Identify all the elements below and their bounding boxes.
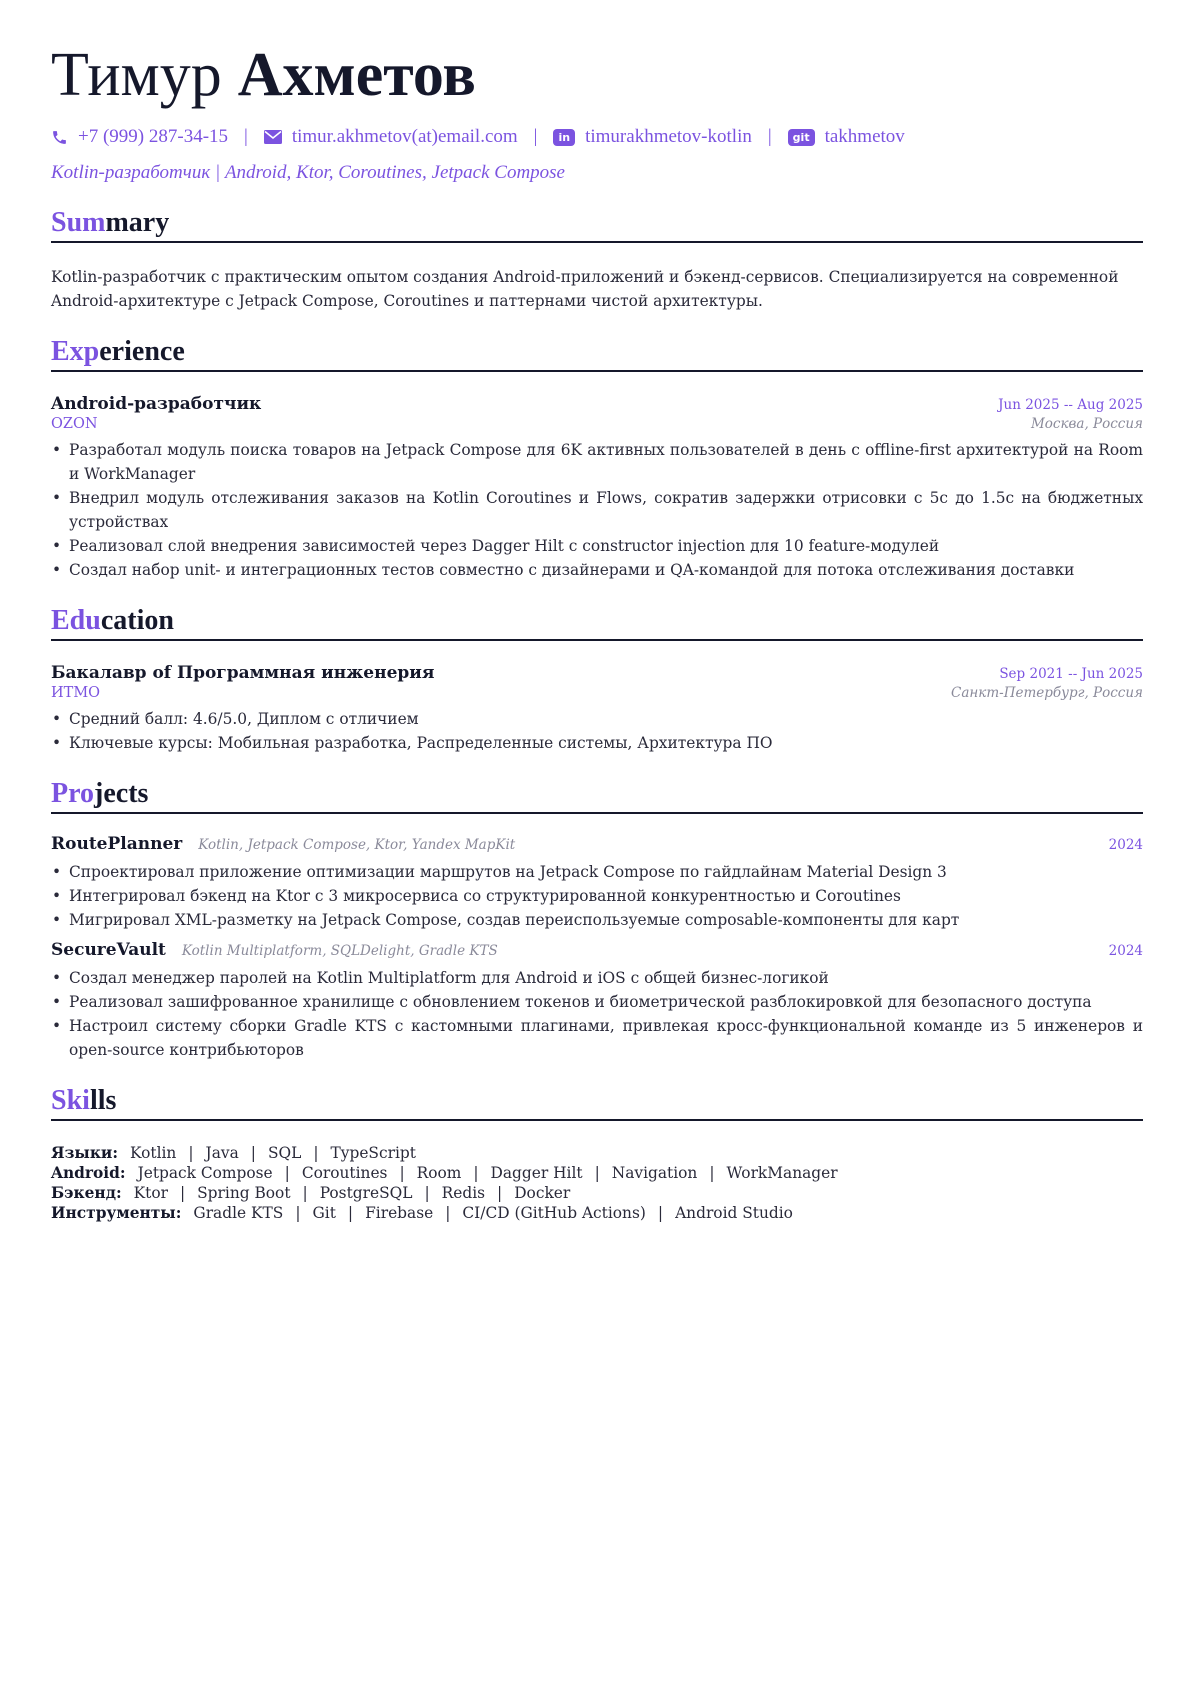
envelope-icon — [264, 130, 282, 144]
skill-item: Navigation — [611, 1164, 698, 1182]
linkedin-contact[interactable] — [553, 126, 751, 148]
skill-item: Git — [312, 1204, 336, 1222]
job-location: Москва, Россия — [1030, 416, 1143, 432]
experience-entry — [51, 394, 1143, 582]
linkedin-handle: timurakhmetov-kotlin — [585, 126, 752, 147]
list-item: • Мигрировал XML-разметку на Jetpack Compose, создав переиспользуемые composable-компоненты для карт — [51, 908, 1143, 932]
last-name: Ахметов — [237, 41, 476, 109]
skill-item: Gradle KTS — [193, 1204, 284, 1222]
skill-row — [51, 1183, 1143, 1203]
skill-item: Dagger Hilt — [490, 1164, 583, 1182]
project-tech: Kotlin Multiplatform, SQLDelight, Gradle KTS — [181, 943, 498, 959]
skill-separator: | — [445, 1204, 451, 1222]
contact-separator: | — [767, 126, 772, 147]
projects-section — [51, 777, 1143, 1062]
skill-separator: | — [313, 1144, 319, 1162]
degree-title: Бакалавр of Программная инженерия — [51, 663, 435, 683]
skill-category-label: Инструменты: — [51, 1204, 182, 1222]
skill-item: Room — [416, 1164, 462, 1182]
skill-item: Ktor — [133, 1184, 168, 1202]
list-item: • Интегрировал бэкенд на Ktor с 3 микросервиса со структурированной конкурентностью и Coroutines — [51, 884, 1143, 908]
skill-separator: | — [295, 1204, 301, 1222]
list-item: • Средний балл: 4.6/5.0, Диплом с отличием — [51, 707, 1143, 731]
phone-contact[interactable] — [51, 126, 228, 148]
bullet-list — [51, 707, 1143, 755]
skill-separator: | — [347, 1204, 354, 1222]
skill-separator: | — [302, 1184, 308, 1202]
bullet-list — [51, 860, 1143, 932]
section-title: Summary — [51, 206, 1143, 243]
list-item: • Создал менеджер паролей на Kotlin Multiplatform для Android и iOS с общей бизнес-логикой — [51, 966, 1143, 990]
skill-separator: | — [399, 1164, 405, 1182]
contact-separator: | — [244, 126, 248, 147]
job-title: Android-разработчик — [51, 394, 262, 414]
skill-separator: | — [497, 1184, 503, 1202]
section-title: Projects — [51, 777, 1143, 814]
phone-number: +7 (999) 287-34-15 — [78, 126, 229, 147]
contact-line — [51, 124, 1143, 150]
resume-content — [51, 40, 1143, 1223]
skill-item: SQL — [267, 1144, 302, 1162]
skill-row — [51, 1143, 1143, 1163]
skill-item: TypeScript — [330, 1144, 416, 1162]
list-item: • Ключевые курсы: Мобильная разработка, Распределенные системы, Архитектура ПО — [51, 731, 1143, 755]
list-item: • Спроектировал приложение оптимизации маршрутов на Jetpack Compose по гайдлайнам Material Design 3 — [51, 860, 1143, 884]
skill-row — [51, 1203, 1143, 1223]
skill-item: WorkManager — [726, 1164, 838, 1182]
education-entry — [51, 663, 1143, 755]
github-handle: takhmetov — [824, 126, 905, 147]
skill-category-label: Бэкенд: — [51, 1184, 122, 1202]
list-item: • Реализовал слой внедрения зависимостей через Dagger Hilt с constructor injection для 10 feature-модулей — [51, 534, 1143, 558]
skill-item: Java — [205, 1144, 239, 1162]
list-item: • Разработал модуль поиска товаров на Jetpack Compose для 6K активных пользователей в день с offline-first архитектурой на Room и WorkManager — [51, 438, 1143, 486]
company-name: OZON — [51, 416, 98, 432]
candidate-name — [51, 40, 1143, 110]
summary-section — [51, 206, 1143, 313]
skill-item: Android Studio — [675, 1204, 793, 1222]
skill-item: Kotlin — [130, 1144, 177, 1162]
phone-icon — [51, 129, 68, 146]
skill-separator: | — [179, 1184, 186, 1202]
skill-item: PostgreSQL — [319, 1184, 413, 1202]
skill-item: Coroutines — [301, 1164, 388, 1182]
project-year: 2024 — [1108, 837, 1143, 853]
section-title: Skills — [51, 1084, 1143, 1121]
section-title: Education — [51, 604, 1143, 641]
skill-item: Docker — [514, 1184, 571, 1202]
education-dates: Sep 2021 -- Jun 2025 — [999, 666, 1143, 682]
skill-separator: | — [250, 1144, 256, 1162]
linkedin-icon: in — [553, 129, 575, 146]
project-tech: Kotlin, Jetpack Compose, Ktor, Yandex MapKit — [198, 837, 516, 853]
list-item: • Реализовал зашифрованное хранилище с обновлением токенов и биометрической разблокировкой для безопасного доступа — [51, 990, 1143, 1014]
skill-separator: | — [594, 1164, 600, 1182]
skill-category-label: Языки: — [51, 1144, 119, 1162]
school-name: ИТМО — [51, 685, 101, 701]
project-name: SecureVault — [51, 940, 166, 960]
git-icon: git — [788, 129, 815, 146]
skill-item: Redis — [441, 1184, 486, 1202]
school-location: Санкт-Петербург, Россия — [951, 685, 1143, 701]
experience-section — [51, 335, 1143, 582]
skill-category-label: Android: — [51, 1164, 126, 1182]
list-item: • Внедрил модуль отслеживания заказов на Kotlin Coroutines и Flows, сократив задержки отрисовки с 5с до 1.5с на бюджетных устройствах — [51, 486, 1143, 534]
list-item: • Настроил систему сборки Gradle KTS с кастомными плагинами, привлекая кросс-функциональной команде из 5 инженеров и open-source контрибьюторов — [51, 1014, 1143, 1062]
education-section — [51, 604, 1143, 755]
bullet-list — [51, 438, 1143, 582]
bullet-list — [51, 966, 1143, 1062]
skill-item: Firebase — [365, 1204, 434, 1222]
skill-separator: | — [473, 1164, 479, 1182]
skill-separator: | — [284, 1164, 290, 1182]
github-contact[interactable] — [788, 126, 905, 148]
first-name: Тимур — [51, 41, 222, 109]
headline-tagline: Kotlin-разработчик | Android, Ktor, Coroutines, Jetpack Compose — [51, 162, 565, 183]
email-contact[interactable] — [264, 126, 518, 148]
skill-separator: | — [657, 1204, 664, 1222]
skill-separator: | — [424, 1184, 430, 1202]
skill-item: Jetpack Compose — [137, 1164, 273, 1182]
skills-section — [51, 1084, 1143, 1223]
skill-item: Spring Boot — [197, 1184, 291, 1202]
email-address: timur.akhmetov(at)email.com — [291, 126, 518, 147]
summary-text: Kotlin-разработчик с практическим опытом создания Android-приложений и бэкенд-сервисов. Специализируется на современной Android-архитектуре с Jetpack Compose, Coroutines и паттернами чистой архитектуры. — [51, 268, 1119, 310]
list-item: • Создал набор unit- и интеграционных тестов совместно с дизайнерами и QA-командой для потока отслеживания доставки — [51, 558, 1143, 582]
skills-list — [51, 1143, 1143, 1223]
project-entry — [51, 834, 1143, 932]
project-entry — [51, 940, 1143, 1062]
project-year: 2024 — [1108, 943, 1143, 959]
project-name: RoutePlanner — [51, 834, 183, 854]
skill-item: CI/CD (GitHub Actions) — [462, 1204, 646, 1222]
skill-separator: | — [188, 1144, 194, 1162]
job-dates: Jun 2025 -- Aug 2025 — [998, 397, 1143, 413]
skill-separator: | — [709, 1164, 715, 1182]
section-title: Experience — [51, 335, 1143, 372]
contact-separator: | — [533, 126, 538, 147]
skill-row — [51, 1163, 1143, 1183]
